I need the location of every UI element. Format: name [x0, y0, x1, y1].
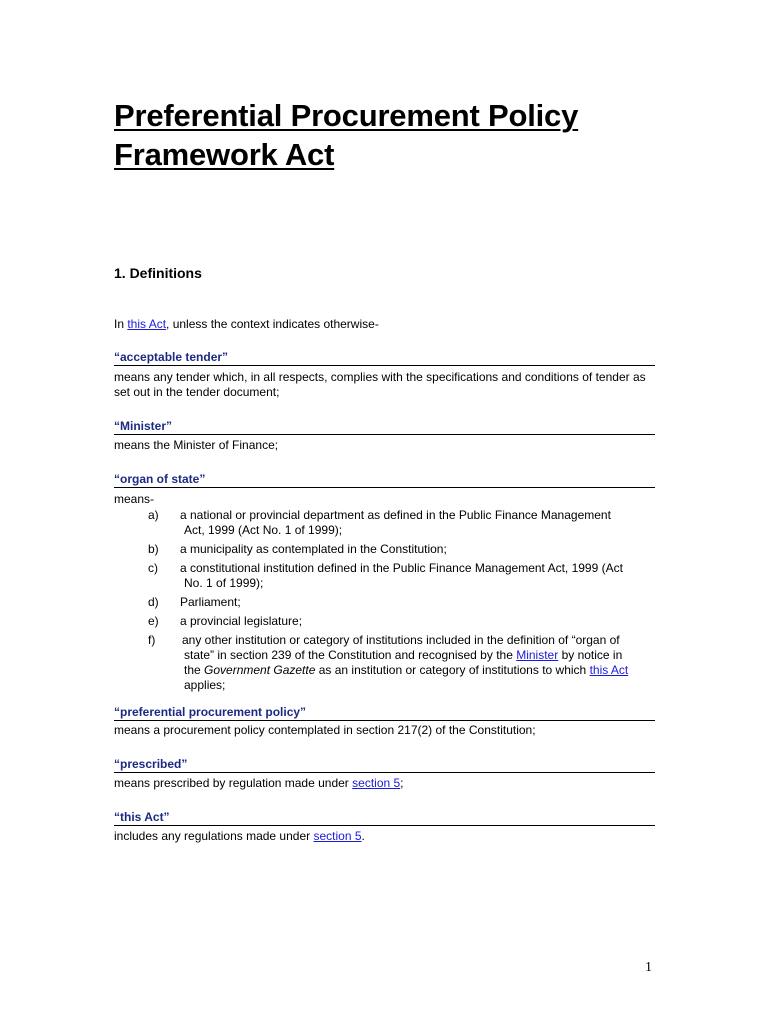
list-item-text: a provincial legislature;	[180, 614, 303, 628]
definition-preferential-procurement-policy: means a procurement policy contemplated in section 217(2) of the Constitution;	[114, 723, 536, 737]
term-prescribed	[114, 757, 655, 773]
list-item-text: any other institution or category of institutions included in the definition of “organ of	[182, 633, 620, 647]
list-item-text-continued: No. 1 of 1999);	[184, 576, 264, 590]
term-preferential-procurement-policy: “preferential procurement policy”	[114, 705, 655, 721]
term-organ-of-state: “organ of state”	[114, 472, 655, 488]
definition-minister: means the Minister of Finance;	[114, 438, 279, 452]
item-f-line3-text: the	[184, 663, 205, 677]
definition-this-act-text: includes any regulations made under	[114, 829, 314, 843]
list-marker: c)	[148, 561, 158, 575]
list-item-text: a national or provincial department as defined in the Public Finance Management	[180, 508, 611, 522]
section-5-link[interactable]: section 5	[313, 829, 362, 843]
intro-paragraph	[114, 317, 379, 332]
definition-prescribed-text: means prescribed by regulation made under	[114, 776, 353, 790]
minister-link[interactable]: Minister	[516, 648, 559, 662]
list-item-text-continued: Act, 1999 (Act No. 1 of 1999);	[184, 523, 343, 537]
this-act-link[interactable]: this Act	[589, 663, 629, 677]
item-f-line2-text: state” in section 239 of the Constitution and recognised by the	[184, 648, 517, 662]
definition-acceptable-tender: means any tender which, in all respects, complies with the specifications and conditions of tender as set out in the tender document;	[114, 370, 646, 399]
list-item-text: Parliament;	[180, 595, 241, 609]
list-marker: e)	[148, 614, 159, 628]
government-gazette-italic: Government Gazette	[204, 663, 316, 677]
term-acceptable-tender: “acceptable tender”	[114, 350, 655, 366]
list-marker: a)	[148, 508, 159, 522]
page-number: 1	[645, 960, 652, 975]
list-item-text-continued: applies;	[184, 678, 226, 692]
intro-after: , unless the context indicates otherwise-	[166, 317, 379, 331]
intro-before: In	[114, 317, 128, 331]
item-f-line2-after: by notice in	[558, 648, 623, 662]
list-item-text: a constitutional institution defined in the Public Finance Management Act, 1999 (Act	[180, 561, 623, 575]
list-item	[114, 614, 655, 629]
list-marker: d)	[148, 595, 159, 609]
list-item-text-continued	[180, 663, 655, 678]
list-item	[114, 542, 655, 557]
definition-prescribed	[114, 776, 655, 791]
list-item-text-continued	[180, 648, 655, 663]
section-heading: 1. Definitions	[114, 265, 202, 281]
list-marker: f)	[148, 633, 156, 647]
item-f-line3-mid: as an institution or category of institutions to which	[315, 663, 590, 677]
document-title: Preferential Procurement Policy Framework Act	[114, 98, 579, 172]
this-act-link[interactable]: this Act	[127, 317, 167, 331]
definition-prescribed-after: ;	[400, 776, 404, 790]
term-this-act: “this Act”	[114, 810, 655, 826]
organ-of-state-list	[114, 508, 655, 697]
definition-organ-of-state-lead: means-	[114, 492, 155, 506]
list-item	[114, 508, 655, 538]
list-item	[114, 633, 655, 693]
term-minister: “Minister”	[114, 419, 655, 435]
definition-this-act	[114, 829, 655, 844]
section-5-link[interactable]: section 5	[352, 776, 401, 790]
list-item	[114, 595, 655, 610]
list-marker: b)	[148, 542, 159, 556]
list-item-text: a municipality as contemplated in the Constitution;	[180, 542, 447, 556]
term-prescribed-label: “prescribed”	[114, 757, 188, 771]
definition-this-act-after: .	[361, 829, 365, 843]
list-item	[114, 561, 655, 591]
